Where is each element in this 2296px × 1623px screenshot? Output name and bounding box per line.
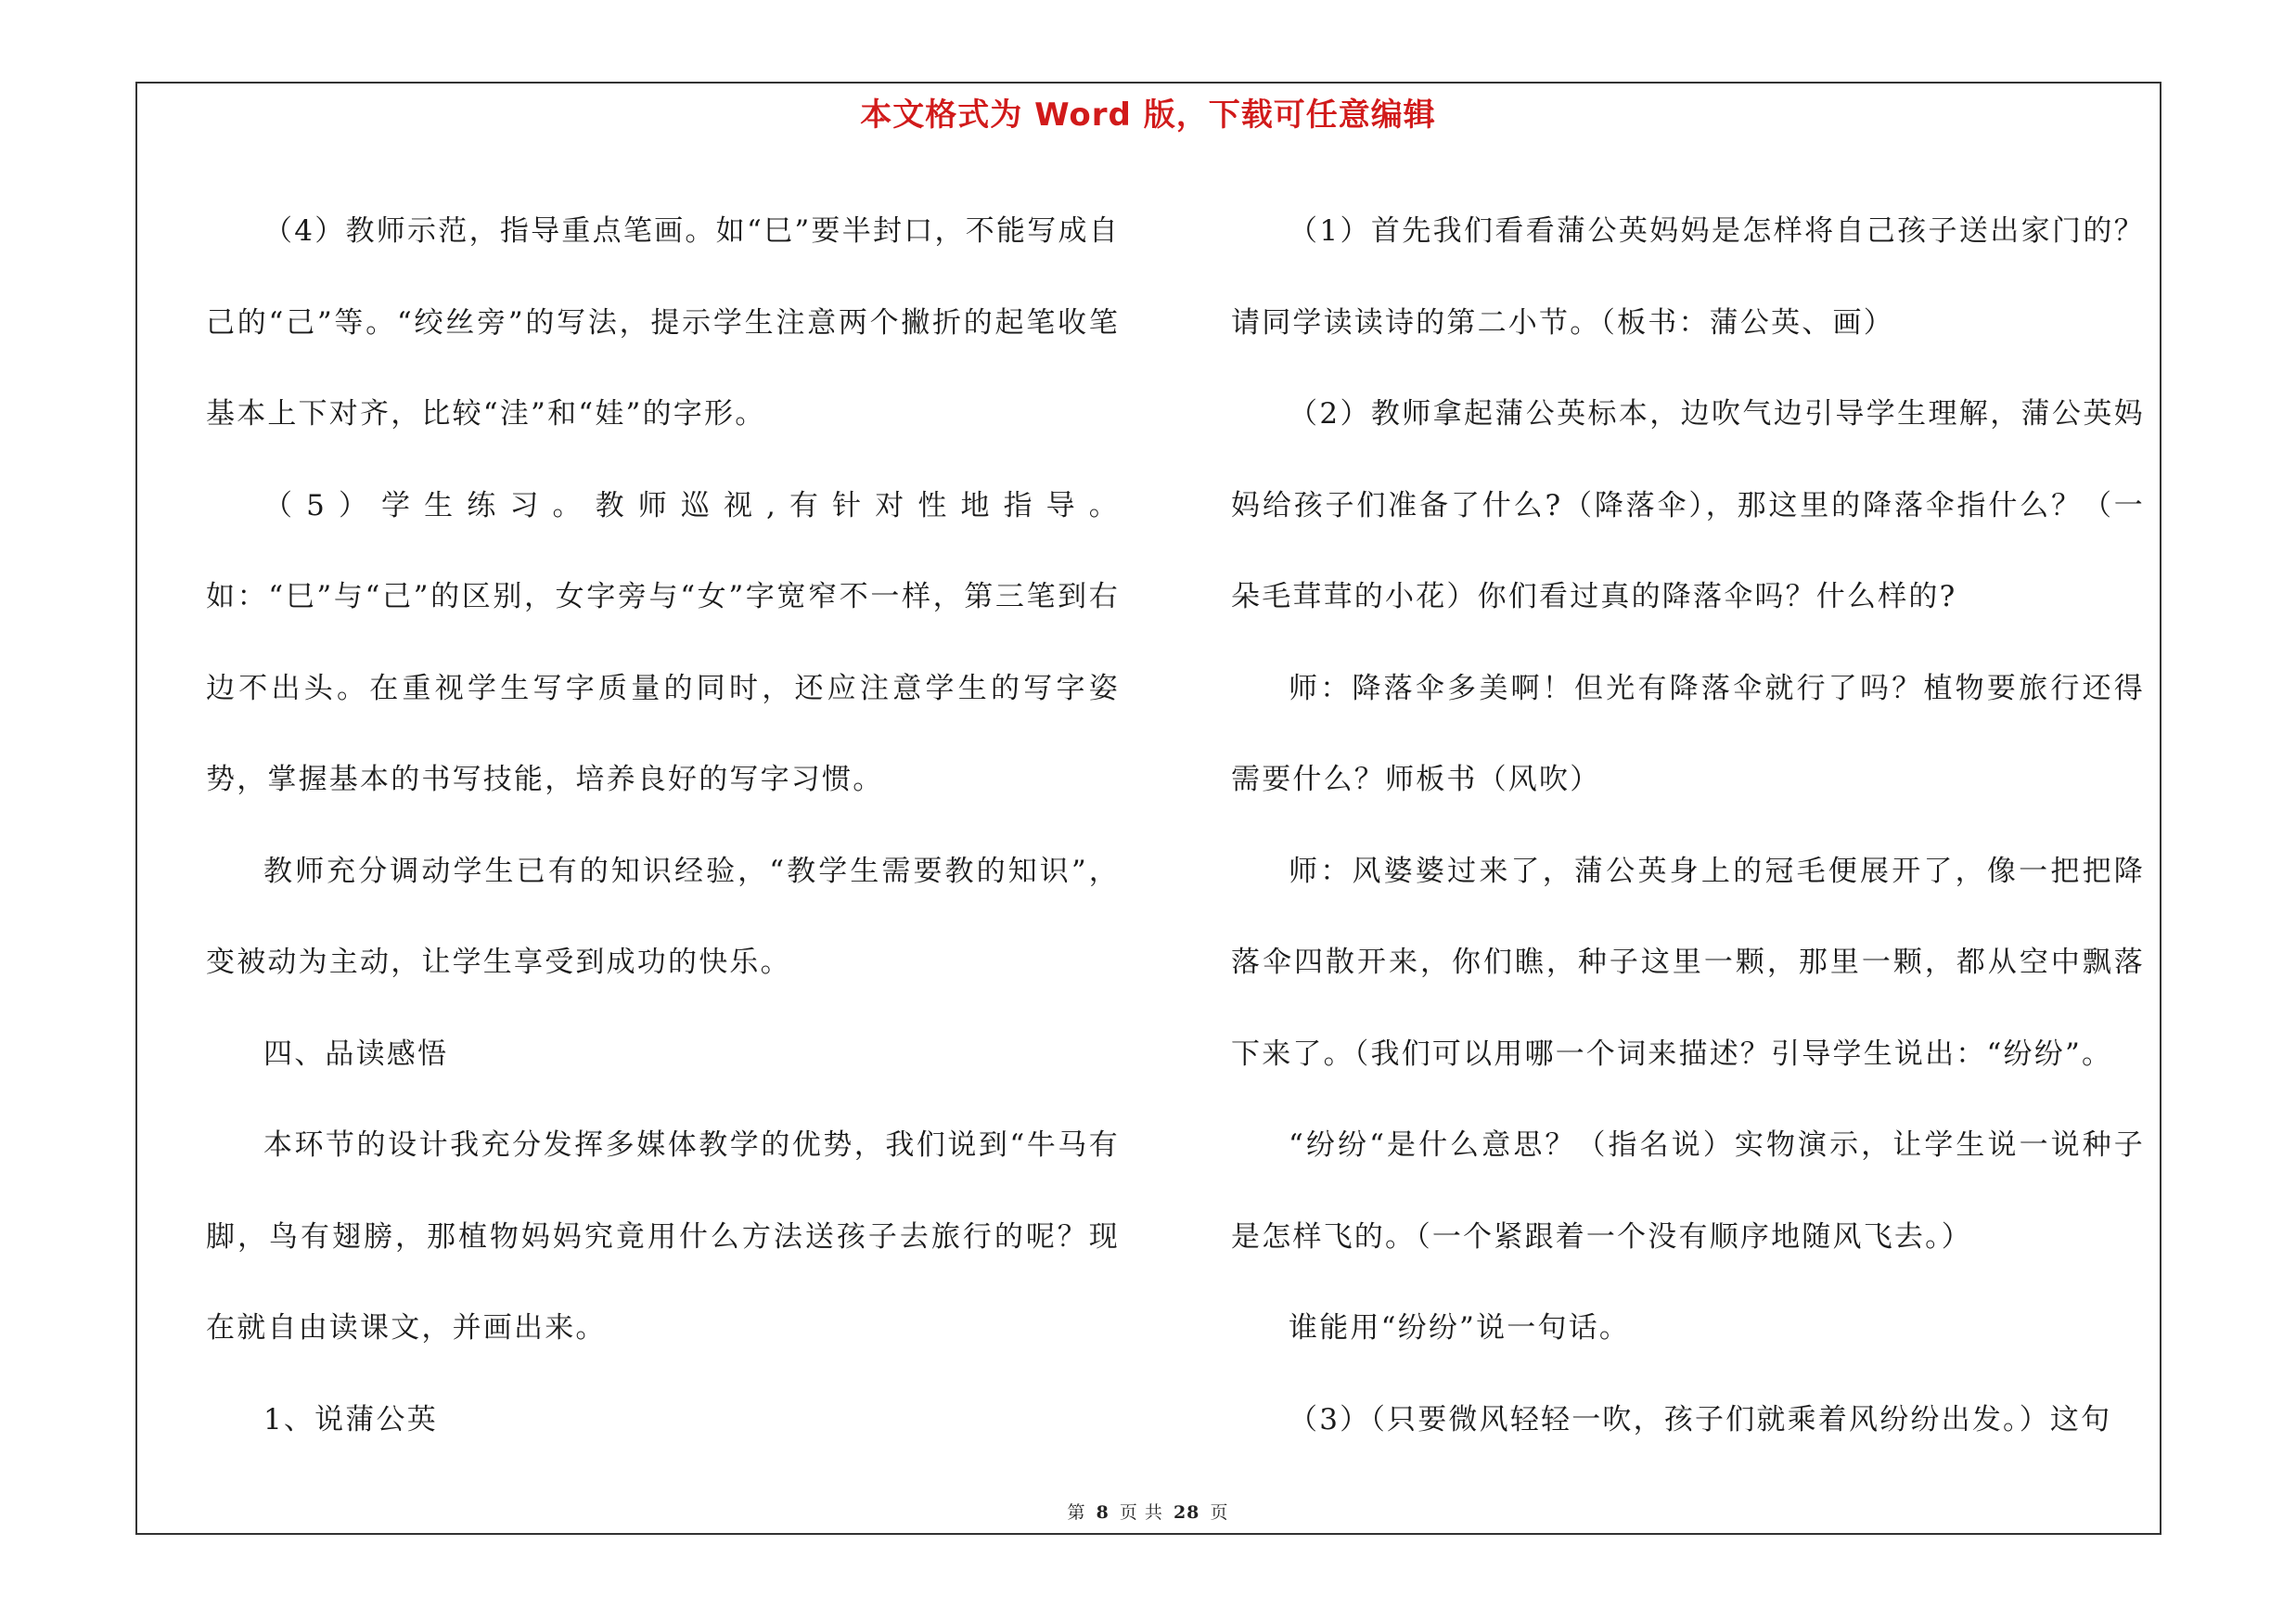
page-number-footer: [0, 1499, 2296, 1524]
paragraph: （2）教师拿起蒲公英标本，边吹气边引导学生理解，蒲公英妈妈给孩子们准备了什么?（降落伞），那这里的降落伞指什么？（一朵毛茸茸的小花）你们看过真的降落伞吗？什么样的?: [1231, 397, 2145, 613]
right-text-column: [1231, 186, 2145, 1465]
paragraph: 师：风婆婆过来了，蒲公英身上的冠毛便展开了，像一把把降落伞四散开来，你们瞧，种子这里一颗，那里一颗，都从空中飘落下来了。（我们可以用哪一个词来描述？引导学生说出：“纷纷”。: [1231, 854, 2145, 1071]
subsection-heading: 1、说蒲公英: [263, 1402, 438, 1436]
paragraph: “纷纷“是什么意思？（指名说）实物演示，让学生说一说种子是怎样飞的。（一个紧跟着一个没有顺序地随风飞去。）: [1231, 1128, 2145, 1254]
editable-format-banner: 本文格式为 Word 版，下载可任意编辑: [860, 97, 1436, 134]
paragraph: 谁能用“纷纷”说一句话。: [1289, 1311, 1631, 1345]
total-page-count: 28: [1173, 1502, 1200, 1523]
paragraph: （4）教师示范，指导重点笔画。如“巳”要半封口，不能写成自己的“己”等。“绞丝旁”的写法，提示学生注意两个撇折的起笔收笔基本上下对齐，比较“洼”和“娃”的字形。: [206, 214, 1120, 431]
section-heading: 四、品读感悟: [263, 1037, 449, 1071]
left-text-column: [206, 186, 1120, 1465]
current-page-number: 8: [1096, 1502, 1110, 1523]
paragraph: 教师充分调动学生已有的知识经验，“教学生需要教的知识”，变被动为主动，让学生享受到成功的快乐。: [206, 854, 1120, 979]
paragraph: （1）首先我们看看蒲公英妈妈是怎样将自己孩子送出家门的？请同学读读诗的第二小节。（板书：蒲公英、画）: [1231, 214, 2145, 340]
footer-suffix: 页: [1210, 1502, 1229, 1523]
paragraph: 本环节的设计我充分发挥多媒体教学的优势，我们说到“牛马有脚，鸟有翅膀，那植物妈妈究竟用什么方法送孩子去旅行的呢？现在就自由读课文，并画出来。: [206, 1128, 1120, 1345]
footer-middle: 页 共: [1119, 1502, 1163, 1523]
paragraph: （3）（只要微风轻轻一吹，孩子们就乘着风纷纷出发。）这句: [1289, 1402, 2112, 1436]
paragraph: 师：降落伞多美啊！但光有降落伞就行了吗？植物要旅行还得需要什么？师板书（风吹）: [1231, 671, 2145, 796]
paragraph: （5）学生练习。教师巡视,有针对性地指导。如：“巳”与“己”的区别，女字旁与“女”字宽窄不一样，第三笔到右边不出头。在重视学生写字质量的同时，还应注意学生的写字姿势，掌握基本的书写技能，培养良好的写字习惯。: [206, 488, 1120, 796]
footer-prefix: 第: [1067, 1502, 1086, 1523]
